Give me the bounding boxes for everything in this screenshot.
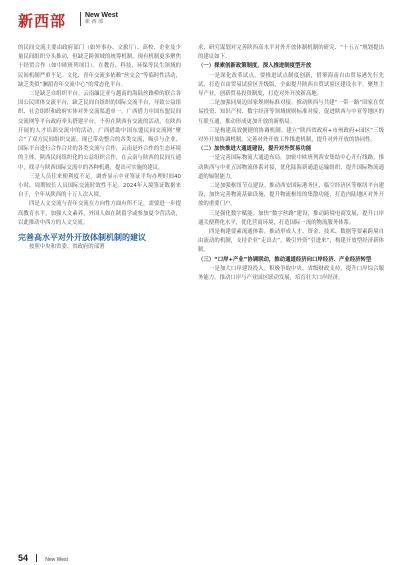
paragraph: 二是加强枢纽节点建设。推动西安国际港务区、临空经济区等枢纽平台建设，加快完善物流基础设施，提升物流枢纽的集散功能，打造内陆地区对外开放的重要门户。 [198, 183, 384, 208]
paragraph: 按照中央和省委、省政府的部署 [29, 244, 105, 251]
paragraph: 一是加大口岸建设投入。积极争取中央、省级财政支持，提升口岸综合服务能力，推动口岸与产业园区联动发展，培育壮大口岸经济。 [198, 265, 384, 282]
subheading: （一）探索创新政策制度，深入推进制度型开放 [198, 63, 312, 70]
page-footer [18, 546, 68, 563]
magazine-logo-en: New West [85, 12, 118, 19]
paragraph: 三是构建高效便捷的协调机制。建立“陕西省政府+市州政府+园区”三级对外开放协调机制，完善对外开放工作推进机制，提升对外开放的协同性。 [198, 127, 384, 144]
footer-divider [36, 554, 37, 562]
paragraph: 四是构建要素流通体系。推动形成人才、资金、技术、数据等要素跨境自由流动的机制，支持企业“走出去”，吸引外资“引进来”，构建开放型经济新体制。 [198, 229, 384, 254]
paragraph: 二是缺乏自组织平台。云南缅泛亚与越南的海陆丝路桥的联合各国公民团体交流平台，缺乏民间自组织的国际交流平台，导致公益组织、社会组织和政府实体对外交流渠道单一。广西借力中国东盟民间交流网等平台政府牵头搭建平台，不但在陕西有交流的活动，在陕西开展的人才培训交流中的活动，广西借助中国东盟民间交流网“聚合”了双方民间组织交流，现已带动整合的各类交流，吸引与企业、国际平台进行合作合并的各类交流与合作，云南是外合作的生态环境的主体，陕西民间组织化的公益组织合作，在云南与陕西的民间互通中，找寻与陕西国际交流中的各种机遇，提出可实施的建议。 [18, 91, 181, 171]
paragraph: 三是人员往来便利度不足。调查显示中亚签证平均办理时间40小时，周期较长人员国际交流时效性不足。2024年入境签证数据来自于，全年从陕西的十万人次入境。 [18, 173, 181, 199]
section-title: 完善高水平对外开放体制机制的建议 [18, 233, 146, 243]
right-column [198, 44, 384, 283]
paragraph: 求，研究谋划对完善陕西高水平对外开放体制机制的研究、“十五五”规划提出的建议如下。 [198, 45, 384, 61]
paragraph: 四是人文交流与青年交流在方向性方面有所不足，需要进一步提高教育水平，加强人文素养，外国人如在陕留学或参加夏令营活动，以此推动中西方的人文交流。 [18, 201, 181, 226]
magazine-logo-sub: 新 西 部 [85, 19, 104, 25]
page-number: 54 [18, 553, 29, 563]
magazine-logo: 新西部 [18, 12, 67, 30]
left-column [18, 44, 181, 252]
paragraph: 一是深化改革试点。要推进试点制度创新，借鉴海南自由贸易港先行先试，打造自由贸易试验区升级版，全面提升陕西自贸试验区建设水平，聚焦主导产业，创新贸易投资制度，打造对外开放新高地。 [198, 72, 384, 98]
subheading: （二）加快推进大通道建设，提升对外贸易功能 [198, 146, 312, 153]
paragraph: 一是完善国际物流大通道布局。加密中欧班列西安集结中心开行线路，推动陕西与中亚五国物流体系对接，优化陆海新通道运输组织，提升国际物流通道的辐射能力。 [198, 155, 384, 180]
footer-brand: New West [45, 557, 68, 563]
subheading: （三）“口岸+产业”协调联动，推动通道经济向口岸经济、产业经济转型 [198, 256, 372, 263]
page-header [18, 8, 388, 32]
paragraph: 二是加强同周边国家规则标准对接。推动陕西与共建“一带一路”国家在贸易投资、知识产权、数字经济等领域规则标准对接，促进陕西与中亚等地区的互联互通，推动形成更加开放的新格局。 [198, 100, 384, 125]
magazine-logo-en-box [80, 12, 118, 26]
paragraph: 的民间交流主要由政府部门（如外事办、文旅厅）、高校、企业及少量民间组织分头推动，但缺乏跨领域的统筹机制，现有机制更多聚焦于经贸合作（如中欧班列项目）。在教育、科技、环保等民生领域的民间机制严重不足。文化、青年交流多依赖“丝交会”等临时性活动，缺乏类似“澜湄青年交流中心”的常态化平台。 [18, 45, 181, 88]
paragraph: 三是强化数字赋能。加快“数字丝路”建设，推动跨境电商发展，提升口岸通关便利化水平，优化营商环境，打造国际一流的物流服务体系。 [198, 210, 384, 226]
